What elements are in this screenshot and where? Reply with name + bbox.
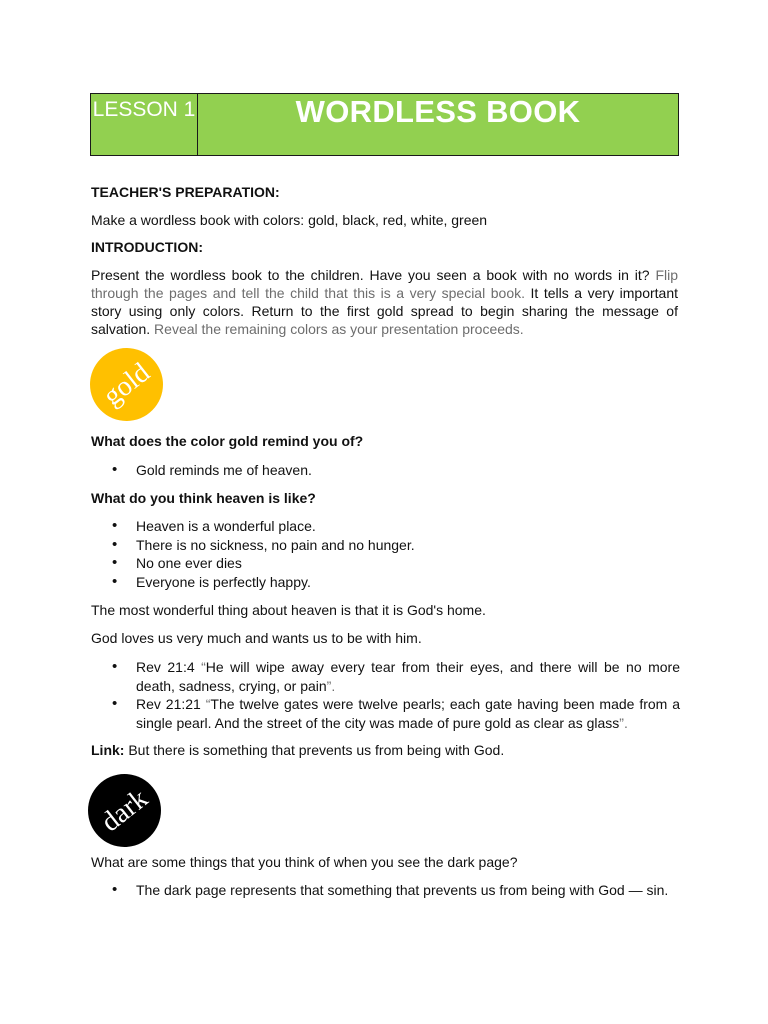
verse-rev-21-4 [110, 658, 680, 695]
lesson-header [90, 93, 679, 156]
prep-text: Make a wordless book with colors: gold, black, red, white, green [91, 212, 488, 228]
gold-question-2: What do you think heaven is like? [91, 490, 316, 506]
quote-close: ”. [326, 677, 336, 694]
intro-text-1: Present the wordless book to the children. Have you seen a book with no words in it? [91, 267, 656, 283]
gold-answers-1 [110, 461, 680, 480]
lesson-title: WORDLESS BOOK [295, 94, 581, 129]
list-item: • No one ever dies [110, 554, 680, 573]
dark-circle-icon [88, 774, 161, 847]
dark-answers [110, 881, 680, 900]
verse-ref: Rev 21:4 [136, 659, 202, 675]
list-item: • There is no sickness, no pain and no hunger. [110, 536, 680, 555]
intro-text-2: Flip through the pages and tell the child that this is a very special book. [91, 267, 678, 301]
quote-open: “ [205, 696, 211, 712]
intro-heading: INTRODUCTION: [91, 239, 203, 255]
link-line [91, 741, 681, 759]
link-label: Link: [91, 742, 125, 758]
list-item: • Gold reminds me of heaven. [110, 461, 680, 480]
heaven-home-text: The most wonderful thing about heaven is that it is God's home. [91, 602, 486, 618]
list-item: • Everyone is perfectly happy. [110, 573, 680, 592]
verse-rev-21-21 [110, 695, 680, 732]
verse-text: The twelve gates were twelve pearls; each gate having been made from a single pearl. And the street of the city was made of pure gold as clear as glass [136, 696, 680, 731]
dark-label: dark [95, 782, 154, 838]
gold-question-1: What does the color gold remind you of? [91, 433, 364, 449]
prep-heading: TEACHER'S PREPARATION: [91, 184, 280, 200]
verse-ref: Rev 21:21 [136, 696, 206, 712]
gold-label: gold [97, 356, 156, 412]
verse-list [110, 658, 680, 732]
quote-open: “ [201, 659, 206, 675]
gold-circle-icon [90, 348, 163, 421]
link-text: But there is something that prevents us from being with God. [124, 742, 505, 758]
lesson-number: LESSON 1 [91, 94, 198, 155]
intro-text-4: Reveal the remaining colors as your presentation proceeds. [154, 321, 524, 337]
god-loves-text: God loves us very much and wants us to be with him. [91, 630, 422, 646]
intro-paragraph [91, 266, 678, 338]
gold-answers-2 [110, 517, 680, 591]
list-item: • The dark page represents that something that prevents us from being with God — sin. [110, 881, 680, 900]
verse-text: He will wipe away every tear from their eyes, and there will be no more death, sadness, crying, or pain [136, 659, 680, 694]
list-item: • Heaven is a wonderful place. [110, 517, 680, 536]
dark-question: What are some things that you think of when you see the dark page? [91, 854, 518, 870]
intro-text-3: It tells a very important story using only colors. Return to the first gold spread to begin sharing the message of salvation. [91, 285, 678, 337]
quote-close: ”. [619, 714, 628, 731]
